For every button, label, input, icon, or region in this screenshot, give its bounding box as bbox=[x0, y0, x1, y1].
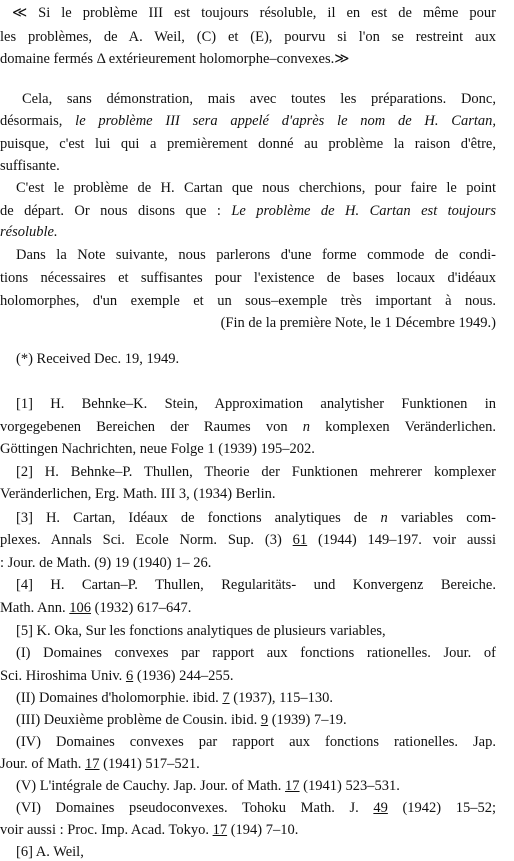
ref-3-line-2: plexes. Annals Sci. Ecole Norm. Sup. (3) 61 (1944) 149–197. voir aussi bbox=[0, 532, 496, 548]
closing-note: (Fin de la première Note, le 1 Décembre 1949.) bbox=[220, 315, 496, 331]
ref-2-line-1: [2] H. Behnke–P. Thullen, Theorie der Funktionen mehrerer komplexer bbox=[16, 464, 496, 480]
quote-line-2: les problèmes, de A. Weil, (C) et (E), pourvu si l'on se restreint aux bbox=[0, 29, 496, 45]
ref-5-line-6: (IV) Domaines convexes par rapport aux fonctions rationelles. Jap. bbox=[16, 734, 496, 750]
body-line-9: tions nécessaires et suffisantes pour l'existence de bases locaux d'idéaux bbox=[0, 270, 496, 286]
body-line-10: holomorphes, d'un exemple et un sous–exemple très important à nous. bbox=[0, 293, 496, 309]
body-line-6: de départ. Or nous disons que : Le problème de H. Cartan est toujours bbox=[0, 203, 496, 219]
ref-5-line-3: Sci. Hiroshima Univ. 6 (1936) 244–255. bbox=[0, 668, 234, 684]
ref-5-line-8: (V) L'intégrale de Cauchy. Jap. Jour. of Math. 17 (1941) 523–531. bbox=[16, 778, 400, 794]
ref-5-line-4: (II) Domaines d'holomorphie. ibid. 7 (1937), 115–130. bbox=[16, 690, 334, 706]
received-note: (*) Received Dec. 19, 1949. bbox=[16, 351, 180, 367]
ref-1-line-1: [1] H. Behnke–K. Stein, Approximation analytisher Funktionen in bbox=[16, 396, 496, 412]
body-line-7: résoluble. bbox=[0, 224, 58, 240]
ref-5-line-5: (III) Deuxième problème de Cousin. ibid. 9 (1939) 7–19. bbox=[16, 712, 347, 728]
quote-line-3: domaine fermés Δ extérieurement holomorphe–convexes.≫ bbox=[0, 51, 350, 67]
body-line-4: suffisante. bbox=[0, 158, 60, 174]
ref-5-line-9: (VI) Domaines pseudoconvexes. Tohoku Math. J. 49 (1942) 15–52; bbox=[16, 800, 496, 816]
ref-5-line-7: Jour. of Math. 17 (1941) 517–521. bbox=[0, 756, 200, 772]
ref-1-line-3: Göttingen Nachrichten, neue Folge 1 (1939) 195–202. bbox=[0, 441, 315, 457]
quote-line-1: ≪ Si le problème III est toujours résoluble, il en est de même pour bbox=[12, 5, 496, 21]
ref-5-line-2: (I) Domaines convexes par rapport aux fonctions rationelles. Jour. of bbox=[16, 645, 496, 661]
body-line-1: Cela, sans démonstration, mais avec toutes les préparations. Donc, bbox=[22, 91, 496, 107]
body-line-3: puisque, c'est lui qui a premièrement donné au problème la raison d'être, bbox=[0, 136, 496, 152]
ref-5-line-10: voir aussi : Proc. Imp. Acad. Tokyo. 17 (194) 7–10. bbox=[0, 822, 299, 838]
body-line-8: Dans la Note suivante, nous parlerons d'une forme commode de condi- bbox=[16, 247, 496, 263]
ref-4-line-2: Math. Ann. 106 (1932) 617–647. bbox=[0, 600, 192, 616]
ref-6-line-1: [6] A. Weil, bbox=[16, 844, 84, 860]
body-line-5: C'est le problème de H. Cartan que nous cherchions, pour faire le point bbox=[16, 180, 496, 196]
ref-4-line-1: [4] H. Cartan–P. Thullen, Regularitäts- und Konvergenz Bereiche. bbox=[16, 577, 496, 593]
ref-3-line-1: [3] H. Cartan, Idéaux de fonctions analytiques de n variables com- bbox=[16, 510, 496, 526]
ref-3-line-3: : Jour. de Math. (9) 19 (1940) 1– 26. bbox=[0, 555, 212, 571]
body-line-2: désormais, le problème III sera appelé d'après le nom de H. Cartan, bbox=[0, 113, 496, 129]
ref-5-line-1: [5] K. Oka, Sur les fonctions analytiques de plusieurs variables, bbox=[16, 623, 386, 639]
ref-1-line-2: vorgegebenen Bereichen der Raumes von n komplexen Veränderlichen. bbox=[0, 419, 496, 435]
ref-2-line-2: Veränderlichen, Erg. Math. III 3, (1934) Berlin. bbox=[0, 486, 276, 502]
